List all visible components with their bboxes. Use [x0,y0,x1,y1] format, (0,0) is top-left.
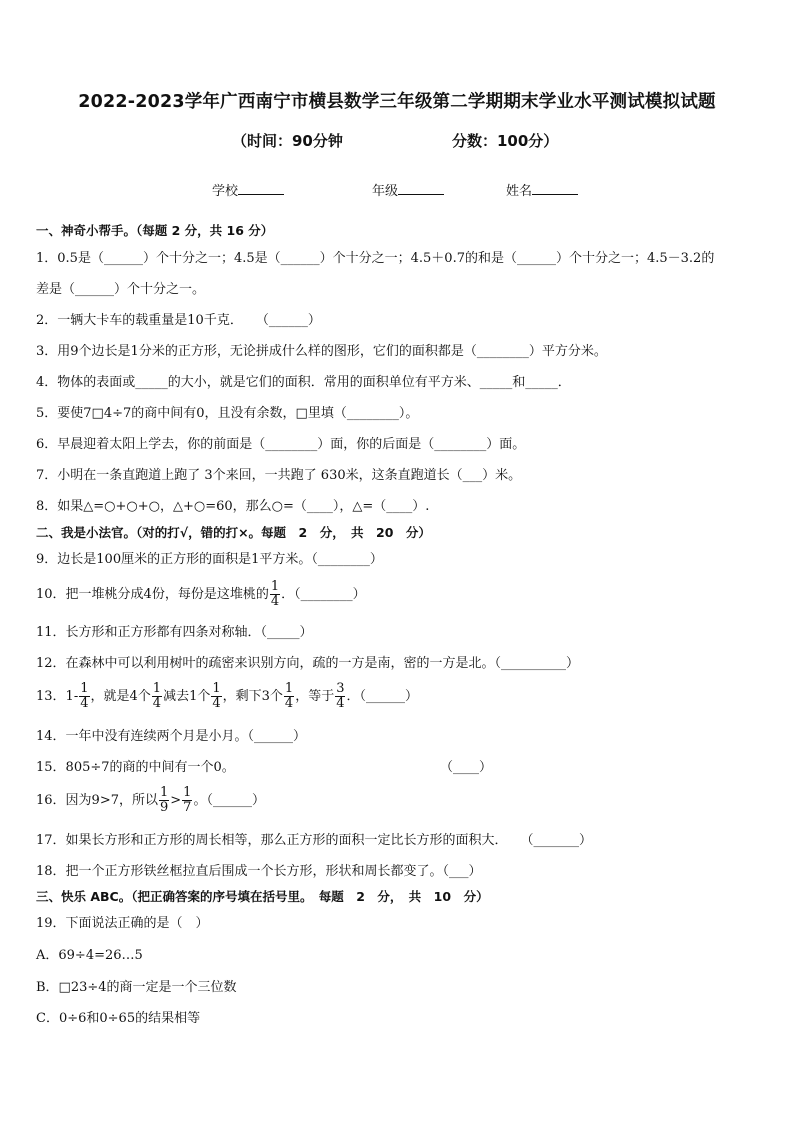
score-label: 分数：100分） [452,132,559,150]
fraction-one-quarter: $\frac{1}{4}$ [212,681,221,711]
grade-field: 年级 [372,180,444,199]
question-8: 8．如果△=○+○+○，△+○=60，那么○=（____），△=（____）. [36,499,430,514]
option-b: B．□23÷4的商一定是一个三位数 [36,980,237,995]
fraction-one-seventh: $\frac{1}{7}$ [183,785,192,815]
question-14: 14．一年中没有连续两个月是小月。（______） [36,729,307,744]
page-title: 2022-2023学年广西南宁市横县数学三年级第二学期期末学业水平测试模拟试题 [78,92,716,112]
question-12: 12．在森林中可以利用树叶的疏密来识别方向，疏的一方是南，密的一方是北。（__________） [36,656,580,671]
question-9: 9．边长是100厘米的正方形的面积是1平方米。（________） [36,552,383,567]
section-3-heading: 三、快乐 ABC。（把正确答案的序号填在括号里。 每题 2 分， 共 10 分） [36,889,489,904]
fraction-one-quarter: $\frac{1}{4}$ [80,681,89,711]
option-a: A．69÷4=26…5 [36,948,143,963]
question-7: 7．小明在一条直跑道上跑了 3个来回，一共跑了 630米，这条直跑道长（___）米。 [36,468,522,483]
fraction-one-quarter: $\frac{1}{4}$ [270,579,280,609]
option-c: C．0÷6和0÷65的结果相等 [36,1011,201,1026]
question-13: 13．1- $\frac{1}{4}$ ，就是4个 $\frac{1}{4}$ 减去1个 $\frac{1}{4}$ ，剩下3个 $\frac{1}{4}$ ，等于 $\frac{3}{4}$ ．（______） [36,681,418,711]
question-2: 2．一辆大卡车的载重量是10千克． （______） [36,313,321,328]
question-1-line-1: 1．0.5是（______）个十分之一；4.5是（______）个十分之一；4.5＋0.7的和是（______）个十分之一；4.5－3.2的 [36,251,715,266]
question-16: 16．因为9>7，所以 $\frac{1}{9}$ > $\frac{1}{7}$ 。（______） [36,785,265,815]
school-field: 学校 [212,180,284,199]
question-18: 18．把一个正方形铁丝框拉直后围成一个长方形，形状和周长都变了。（___） [36,864,482,879]
section-1-heading: 一、神奇小帮手。（每题 2 分，共 16 分） [36,223,274,238]
question-17: 17．如果长方形和正方形的周长相等，那么正方形的面积一定比长方形的面积大． （_______） [36,833,593,848]
question-10: 10．把一堆桃分成4份，每份是这堆桃的 $\frac{1}{4}$ ．（________） [36,579,366,609]
fraction-three-quarters: $\frac{3}{4}$ [336,681,345,711]
time-label: （时间：90分钟 [232,132,343,150]
question-1-line-2: 差是（______）个十分之一。 [36,282,206,297]
question-4: 4．物体的表面或_____的大小，就是它们的面积．常用的面积单位有平方米、_____和_____． [36,375,571,390]
question-15: 15．805÷7的商的中间有一个0。 （____） [36,760,493,775]
question-3: 3．用9个边长是1分米的正方形，无论拼成什么样的图形，它们的面积都是（________）平方分米。 [36,344,607,359]
name-field: 姓名 [506,180,578,199]
fraction-one-quarter: $\frac{1}{4}$ [152,681,162,711]
section-2-heading: 二、我是小法官。（对的打√，错的打×。每题 2 分， 共 20 分） [36,525,431,540]
question-11: 11．长方形和正方形都有四条对称轴．（_____） [36,625,313,640]
question-19: 19．下面说法正确的是（ ） [36,916,209,931]
question-5: 5．要使7□4÷7的商中间有0，且没有余数，□里填（________）。 [36,406,419,421]
fraction-one-quarter: $\frac{1}{4}$ [284,681,294,711]
fraction-one-ninth: $\frac{1}{9}$ [159,785,169,815]
question-6: 6．早晨迎着太阳上学去，你的前面是（________）面，你的后面是（________）面。 [36,437,526,452]
